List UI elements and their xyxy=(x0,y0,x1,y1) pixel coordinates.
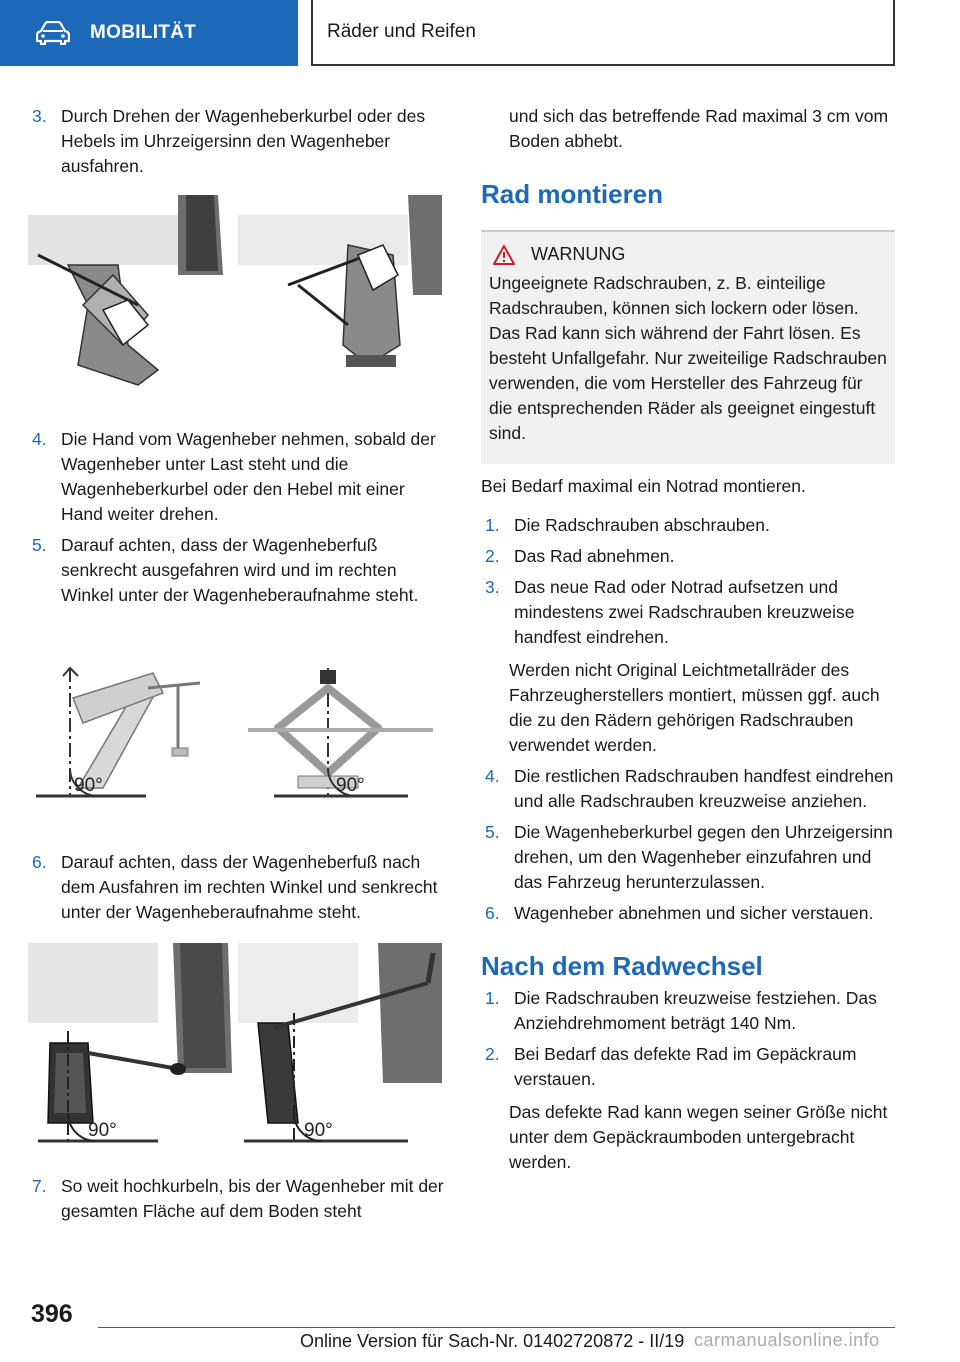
heading-rad-montieren: Rad montieren xyxy=(481,179,664,209)
jack-lifting-figure xyxy=(28,195,442,409)
heading-nach-dem-radwechsel: Nach dem Radwechsel xyxy=(481,951,763,981)
mount-step-4: 4. Die restlichen Radschrauben handfest eindrehen und alle Radschrauben kreuzweise anziehen. xyxy=(485,766,894,811)
page-number: 396 xyxy=(31,1300,73,1328)
after-step-2: 2. Bei Bedarf das defekte Rad im Gepäckraum verstauen. xyxy=(485,1044,857,1089)
left-column xyxy=(28,104,448,1224)
angle-label-right-2: 90° xyxy=(304,1120,333,1141)
continuation-text: und sich das betreffende Rad maximal 3 cm vom Boden abhebt. xyxy=(509,106,889,151)
mount-step-1: 1. Die Radschrauben abschrauben. xyxy=(485,515,770,535)
online-version-text: Online Version für Sach-Nr. 01402720872 - II/19 xyxy=(300,1331,685,1351)
step-4: 4. Die Hand vom Wagenheber nehmen, sobald der Wagenheber unter Last steht und die Wagenheberkurbel oder den Hebel mit einer Hand weiter drehen. xyxy=(32,429,436,524)
mount-steps xyxy=(481,513,895,926)
topic-title: Räder und Reifen xyxy=(327,21,476,42)
footer-rule xyxy=(98,1327,895,1328)
step-7: 7. So weit hochkurbeln, bis der Wagenheber mit der gesamten Fläche auf dem Boden steht xyxy=(32,1176,444,1221)
step-5: 5. Darauf achten, dass der Wagenheberfuß senkrecht ausgefahren wird und im rechten Winkel unter der Wagenheberaufnahme steht. xyxy=(32,535,419,605)
section-header xyxy=(0,0,298,66)
step-6: 6. Darauf achten, dass der Wagenheberfuß nach dem Ausfahren im rechten Winkel und senkrecht unter der Wagenheberaufnahme steht. xyxy=(32,852,438,922)
step-3: 3. Durch Drehen der Wagenheberkurbel oder des Hebels im Uhrzeigersinn den Wagenheber ausfahren. xyxy=(32,106,426,176)
angle-label-right: 90° xyxy=(336,775,365,796)
warning-box xyxy=(481,232,895,464)
topic-header xyxy=(311,0,895,66)
watermark-text: carmanualsonline.info xyxy=(694,1330,880,1350)
right-column xyxy=(481,104,895,1175)
jack-under-car-figure xyxy=(28,943,442,1149)
warning-body: Ungeeignete Radschrauben, z. B. einteilige Radschrauben, können sich lockern oder lösen. Das Rad kann sich während der Fahrt lösen. Es besteht Unfallgefahr. Nur zweiteilige Radschrauben verwenden, die vom Hersteller des Fahrzeug für die entsprechenden Räder als geeignet eingestuft sind. xyxy=(489,273,887,443)
after-step-2-note: Das defekte Rad kann wegen seiner Größe nicht unter dem Gepäckraumboden untergebracht werden. xyxy=(509,1102,888,1172)
mount-step-5: 5. Die Wagenheberkurbel gegen den Uhrzeigersinn drehen, um den Wagenheber einzufahren und das Fahrzeug herunterzulassen. xyxy=(485,822,893,892)
warning-title: WARNUNG xyxy=(489,244,887,265)
mount-step-3: 3. Das neue Rad oder Notrad aufsetzen und mindestens zwei Radschrauben kreuzweise handfest eindrehen. xyxy=(485,577,855,647)
mount-step-3-note: Werden nicht Original Leichtmetallräder des Fahrzeugherstellers montiert, müssen ggf. auch die zu den Rädern gehörigen Radschrauben verwendet werden. xyxy=(509,660,880,755)
warning-triangle-icon xyxy=(493,245,515,265)
angle-label-left-2: 90° xyxy=(88,1120,117,1141)
angle-label-left: 90° xyxy=(74,775,103,796)
right-angle-diagram xyxy=(28,658,442,808)
car-icon xyxy=(36,21,70,45)
mount-step-6: 6. Wagenheber abnehmen und sicher verstauen. xyxy=(485,903,874,923)
mount-step-2: 2. Das Rad abnehmen. xyxy=(485,546,675,566)
intro-text: Bei Bedarf maximal ein Notrad montieren. xyxy=(481,476,806,496)
after-steps xyxy=(481,986,895,1175)
section-title: MOBILITÄT xyxy=(90,22,197,43)
after-step-1: 1. Die Radschrauben kreuzweise festziehen. Das Anziehdrehmoment beträgt 140 Nm. xyxy=(485,988,877,1033)
